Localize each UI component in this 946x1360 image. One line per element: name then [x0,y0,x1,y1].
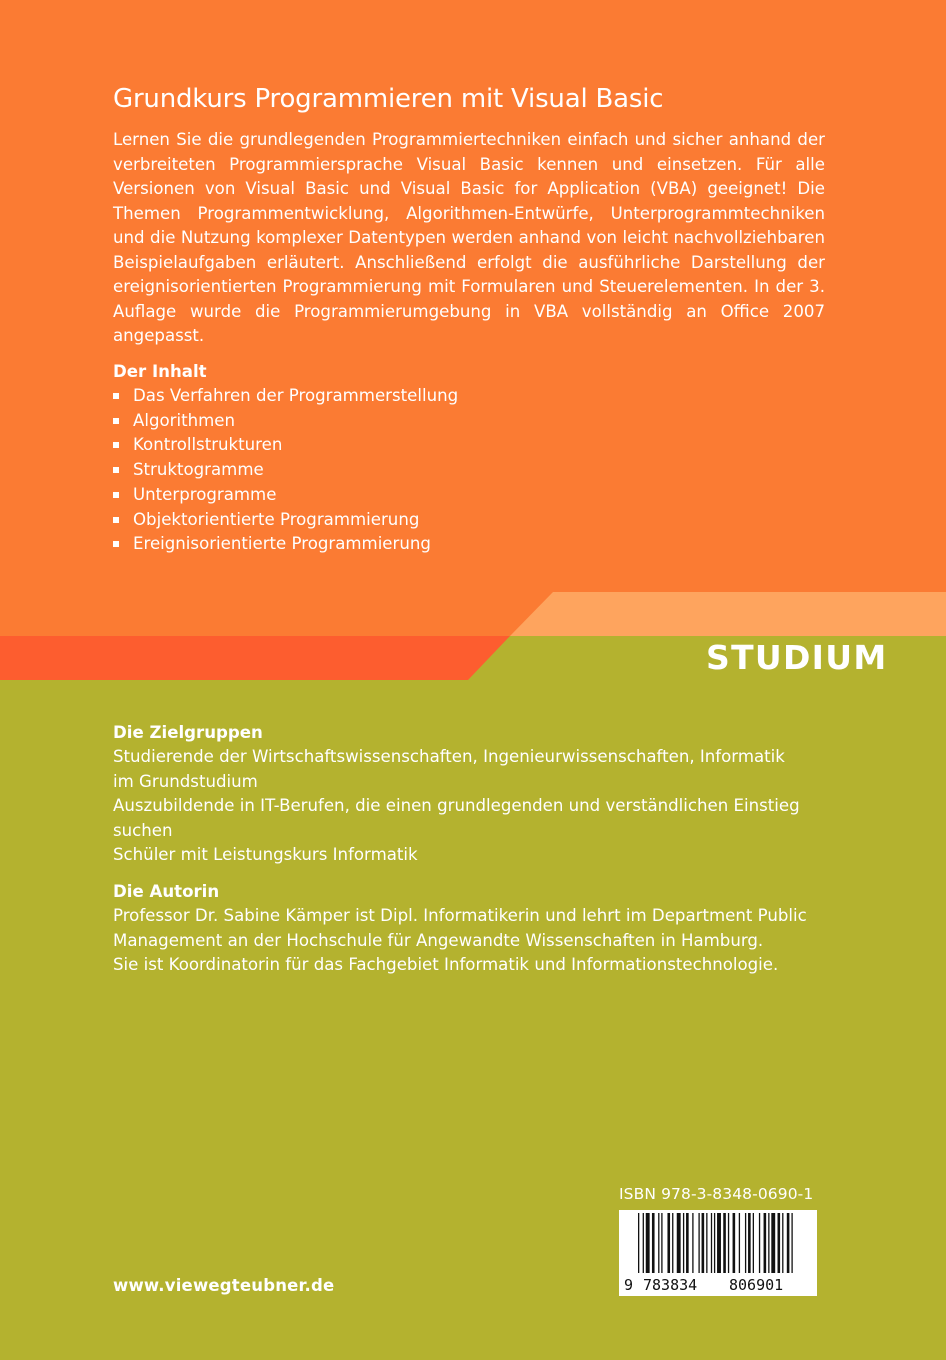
list-item-label: Das Verfahren der Programmerstellung [133,386,459,405]
barcode [619,1210,817,1296]
isbn-number: ISBN 978-3-8348-0690-1 [619,1185,814,1203]
author-text [113,904,825,978]
barcode-bar [683,1213,684,1273]
list-item [113,483,458,508]
barcode-bar [711,1213,712,1273]
barcode-bar [706,1213,707,1273]
target-group-text [113,745,825,868]
barcode-bar [661,1213,662,1273]
contents-heading: Der Inhalt [113,362,207,381]
barcode-bar [745,1213,746,1273]
target-group-heading: Die Zielgruppen [113,723,263,742]
list-item [113,384,458,409]
barcode-bar [714,1213,715,1273]
list-item [113,508,458,533]
barcode-bar [667,1213,670,1273]
book-title: Grundkurs Programmieren mit Visual Basic [113,84,664,114]
barcode-bar [748,1213,751,1273]
list-item-label: Objektorientierte Programmierung [133,509,420,529]
barcode-bar [646,1213,650,1273]
barcode-bar [787,1213,790,1273]
band-left-shape [0,636,510,680]
bullet-square-icon [113,517,119,523]
author-line: Professor Dr. Sabine Kämper ist Dipl. Informatikerin und lehrt im Department Public [113,906,807,925]
barcode-bar [771,1213,775,1273]
barcode-bar [692,1213,693,1273]
author-line: Sie ist Koordinatorin für das Fachgebiet Informatik und Informationstechnologie. [113,955,779,974]
list-item [113,458,458,483]
barcode-bar [739,1213,740,1273]
bullet-square-icon [113,492,119,498]
target-line: suchen [113,820,173,840]
barcode-digit-right: 806901 [729,1276,784,1294]
barcode-bar [652,1213,655,1273]
barcode-bar [638,1213,639,1273]
barcode-bar [723,1213,726,1273]
bullet-square-icon [113,393,119,399]
barcode-bar [702,1213,705,1273]
list-item [113,433,458,458]
barcode-digits [619,1274,817,1296]
bullet-square-icon [113,418,119,424]
series-label: STUDIUM [706,638,888,677]
list-item-label: Unterprogramme [133,484,277,504]
bullet-square-icon [113,541,119,547]
barcode-bar [717,1213,721,1273]
barcode-bar [733,1213,736,1273]
barcode-bar [658,1213,659,1273]
barcode-digit-left: 783834 [643,1276,698,1294]
barcode-bar [782,1213,783,1273]
barcode-bar [728,1213,729,1273]
list-item-label: Kontrollstrukturen [133,435,283,455]
target-line: Schüler mit Leistungskurs Informatik [113,845,418,864]
list-item [113,409,458,434]
barcode-bar [764,1213,767,1273]
author-line: Management an der Hochschule für Angewandte Wissenschaften in Hamburg. [113,930,764,950]
book-description: Lernen Sie die grundlegenden Programmiertechniken einfach und sicher anhand der verbreiteten Programmiersprache Visual Basic kennen und einsetzen. Für alle Versionen von Visual Basic und Visual Basic for Application (VBA) geeignet! Die Themen Programmentwicklung, Algorithmen-Entwürfe, Unterprogrammtechniken und die Nutzung komplexer Datentypen werden anhand von leicht nachvollziehbaren Beispielaufgaben erläutert. Anschließend erfolgt die ausführliche Darstellung der ereignisorientierten Programmierung mit Formularen und Steuerelementen. In der 3. Auflage wurde die Programmierumgebung in VBA vollständig an Office 2007 angepasst. [113,130,825,345]
target-line: Auszubildende in IT-Berufen, die einen grundlegenden und verständlichen Einstieg [113,796,800,815]
barcode-bar [778,1213,781,1273]
list-item [113,532,458,557]
target-line: im Grundstudium [113,771,258,791]
barcode-bar [698,1213,699,1273]
barcode-bar [753,1213,754,1273]
list-item-label: Struktogramme [133,460,264,480]
list-item-label: Algorithmen [133,410,235,430]
bullet-square-icon [113,442,119,448]
barcode-bar [759,1213,760,1273]
list-item-label: Ereignisorientierte Programmierung [133,534,431,554]
bullet-square-icon [113,467,119,473]
publisher-website: www.viewegteubner.de [113,1276,335,1295]
barcode-digit-lead: 9 [624,1276,634,1294]
barcode-bar [677,1213,681,1273]
barcode-bar [672,1213,673,1273]
barcode-bar [686,1213,689,1273]
target-line: Studierende der Wirtschaftswissenschaften, Ingenieurwissenschaften, Informatik [113,747,785,766]
author-heading: Die Autorin [113,882,220,901]
barcode-bar [768,1213,769,1273]
barcode-bar [791,1213,792,1273]
barcode-bar [643,1213,644,1273]
barcode-bars [619,1210,817,1274]
contents-list [113,384,458,557]
